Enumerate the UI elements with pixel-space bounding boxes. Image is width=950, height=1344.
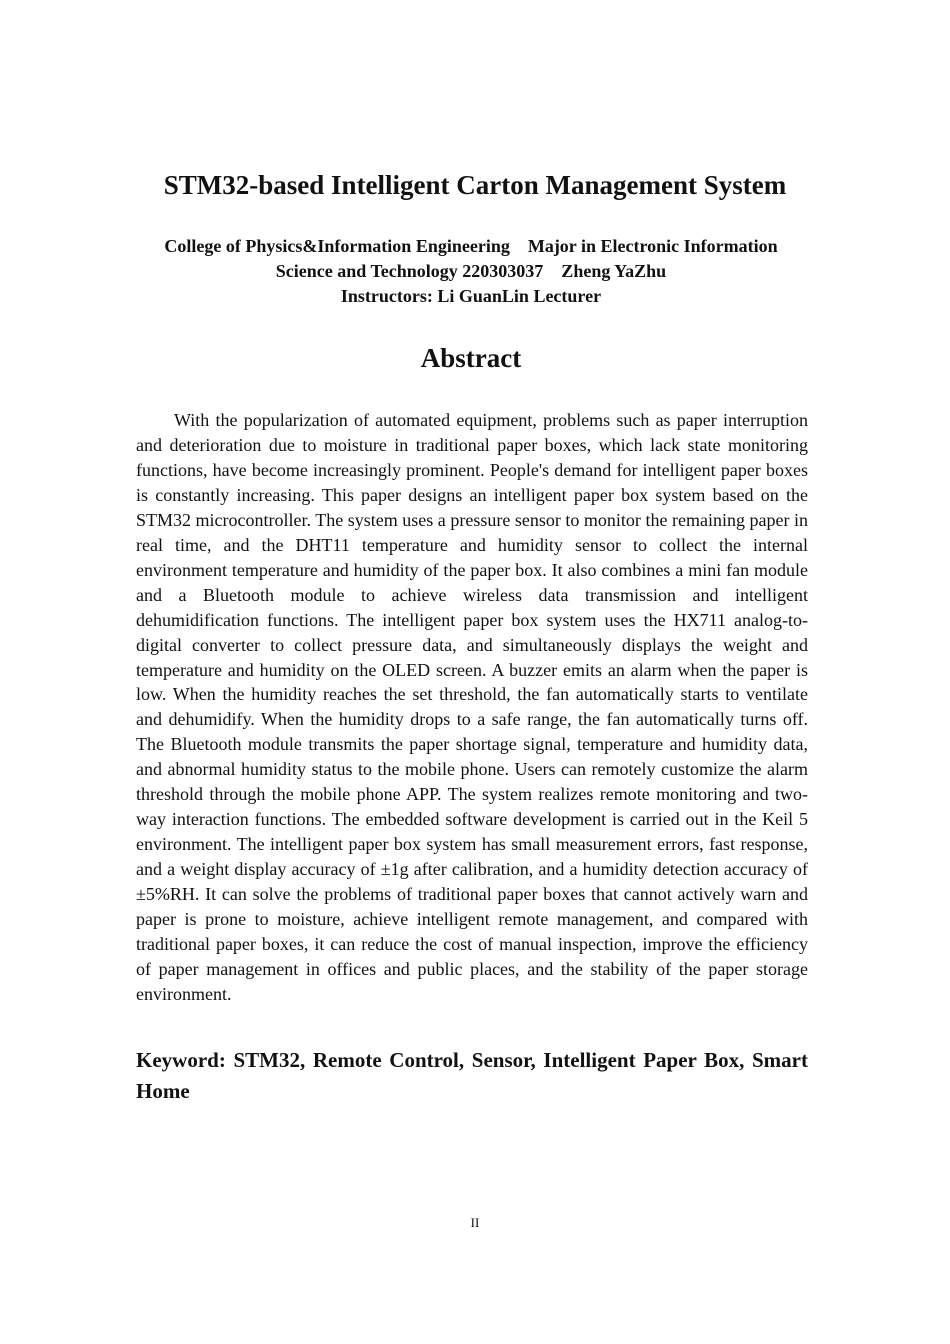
author-info	[120, 234, 822, 309]
abstract-body: With the popularization of automated equipment, problems such as paper interruption and deterioration due to moisture in traditional paper boxes, which lack state monitoring functions, have become increasingly prominent. People's demand for intelligent paper boxes is constantly increasing. This paper designs an intelligent paper box system based on the STM32 microcontroller. The system uses a pressure sensor to monitor the remaining paper in real time, and the DHT11 temperature and humidity sensor to collect the internal environment temperature and humidity of the paper box. It also combines a mini fan module and a Bluetooth module to achieve wireless data transmission and intelligent dehumidification functions. The intelligent paper box system uses the HX711 analog-to-digital converter to collect pressure data, and simultaneously displays the weight and temperature and humidity on the OLED screen. A buzzer emits an alarm when the paper is low. When the humidity reaches the set threshold, the fan automatically starts to ventilate and dehumidify. When the humidity drops to a safe range, the fan automatically turns off. The Bluetooth module transmits the paper shortage signal, temperature and humidity data, and abnormal humidity status to the mobile phone. Users can remotely customize the alarm threshold through the mobile phone APP. The system realizes remote monitoring and two-way interaction functions. The embedded software development is carried out in the Keil 5 environment. The intelligent paper box system has small measurement errors, fast response, and a weight display accuracy of ±1g after calibration, and a humidity detection accuracy of ±5%RH. It can solve the problems of traditional paper boxes that cannot actively warn and paper is prone to moisture, achieve intelligent remote management, and compared with traditional paper boxes, it can reduce the cost of manual inspection, improve the efficiency of paper management in offices and public places, and the stability of the paper storage environment.	[136, 410, 808, 1004]
affiliation-line: College of Physics&Information Engineering Major in Electronic Information	[164, 236, 778, 256]
abstract-heading: Abstract	[420, 343, 522, 373]
paper-title: STM32-based Intelligent Carton Management System	[163, 170, 787, 200]
keywords: Keyword: STM32, Remote Control, Sensor, Intelligent Paper Box, Smart Home	[136, 1048, 808, 1103]
page-number: II	[470, 1215, 480, 1230]
instructor-line: Instructors: Li GuanLin Lecturer	[340, 286, 602, 306]
major-student-line: Science and Technology 220303037 Zheng YaZhu	[275, 261, 667, 281]
